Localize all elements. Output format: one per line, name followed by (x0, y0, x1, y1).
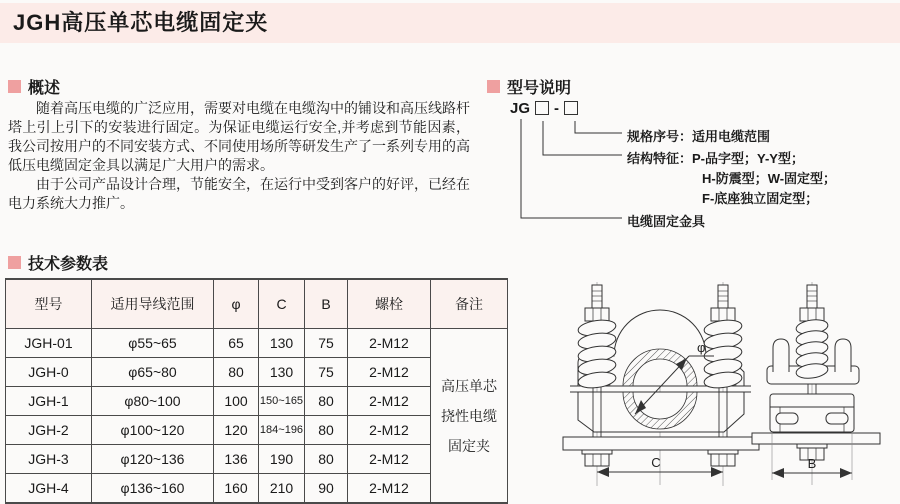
bolt-with-spring (795, 285, 829, 380)
overview-heading (8, 75, 60, 98)
model-spec-label: 规格序号：适用电缆范围 (627, 129, 771, 144)
square-bullet-icon (487, 80, 500, 93)
front-view-drawing (558, 280, 763, 502)
cell-model: JGH-3 (6, 445, 92, 474)
cell-bolt: 2-M12 (348, 387, 431, 416)
cell-range: φ65~80 (92, 358, 214, 387)
model-code-dash: - (554, 100, 560, 117)
cell-b: 75 (305, 329, 348, 358)
cell-c: 150~165 (259, 387, 305, 416)
header-range: 适用导线范围 (92, 279, 214, 329)
header-b: B (305, 279, 348, 329)
base-plate (752, 433, 880, 444)
cell-c: 130 (259, 358, 305, 387)
overview-paragraph-2: 由于公司产品设计合理，节能安全，在运行中受到客户的好评，已经在电力系统大力推广。 (8, 176, 470, 211)
title-banner (0, 3, 900, 43)
model-base-label: 电缆固定金具 (627, 214, 706, 229)
header-bolt: 螺栓 (348, 279, 431, 329)
remark-line: 高压单芯 (441, 377, 497, 394)
cell-range: φ120~136 (92, 445, 214, 474)
cell-c: 190 (259, 445, 305, 474)
cell-range: φ55~65 (92, 329, 214, 358)
header-remark: 备注 (431, 279, 508, 329)
cell-b: 75 (305, 358, 348, 387)
header-phi: φ (214, 279, 259, 329)
cell-b: 90 (305, 474, 348, 504)
cell-phi: 100 (214, 387, 259, 416)
cell-phi: 136 (214, 445, 259, 474)
cell-c: 130 (259, 329, 305, 358)
lower-bracket (770, 394, 854, 432)
cell-phi: 65 (214, 329, 259, 358)
cell-bolt: 2-M12 (348, 445, 431, 474)
model-code-prefix: JG (510, 100, 531, 117)
overview-paragraph-1: 随着高压电缆的广泛应用，需要对电缆在电缆沟中的铺设和高压线路杆塔上引上引下的安装进行固定。为保证电缆运行安全,并考虑到节能因素，我公司按用户的不同安装方式、不同使用场所等研发生产了一系列专用的高低压电缆固定金具以满足广大用户的需求。 (8, 100, 470, 173)
tech-heading-label: 技术参数表 (28, 256, 109, 273)
model-heading-label: 型号说明 (507, 80, 572, 97)
cell-bolt: 2-M12 (348, 416, 431, 445)
cell-model: JGH-1 (6, 387, 92, 416)
phi-label: φ (697, 340, 706, 355)
dim-b-label: B (807, 456, 817, 471)
cell-phi: 160 (214, 474, 259, 504)
cell-b: 80 (305, 387, 348, 416)
cell-phi: 80 (214, 358, 259, 387)
square-bullet-icon (8, 256, 21, 269)
base-plate (563, 437, 759, 450)
square-bullet-icon (8, 80, 21, 93)
side-view-drawing (750, 280, 895, 502)
table-header-row (6, 279, 508, 329)
cell-bolt: 2-M12 (348, 358, 431, 387)
model-feature-label-1: 结构特征：P-品字型；Y-Y型； (627, 151, 804, 166)
model-connector-lines (505, 95, 635, 225)
dim-c-label: C (651, 455, 661, 470)
table-row (6, 329, 508, 358)
cell-b: 80 (305, 445, 348, 474)
cell-model: JGH-0 (6, 358, 92, 387)
tech-heading (8, 251, 108, 274)
tech-parameters-table (5, 278, 508, 504)
cell-model: JGH-2 (6, 416, 92, 445)
remark-line: 固定夹 (448, 437, 490, 454)
header-model: 型号 (6, 279, 92, 329)
cell-b: 80 (305, 416, 348, 445)
cell-c: 210 (259, 474, 305, 504)
model-feature-label-3: F-底座独立固定型； (702, 191, 819, 206)
remark-line: 挠性电缆 (441, 407, 497, 424)
model-feature-label-2: H-防震型；W-固定型； (702, 171, 837, 186)
cell-range: φ80~100 (92, 387, 214, 416)
cell-remark (431, 329, 508, 504)
cell-range: φ136~160 (92, 474, 214, 504)
cell-c: 184~196 (259, 416, 305, 445)
page-title: JGH高压单芯电缆固定夹 (13, 10, 269, 35)
overview-text (8, 99, 470, 213)
cell-phi: 120 (214, 416, 259, 445)
cell-model: JGH-4 (6, 474, 92, 504)
cell-bolt: 2-M12 (348, 329, 431, 358)
cell-range: φ100~120 (92, 416, 214, 445)
header-c: C (259, 279, 305, 329)
overview-heading-label: 概述 (28, 80, 61, 97)
cell-model: JGH-01 (6, 329, 92, 358)
cell-bolt: 2-M12 (348, 474, 431, 504)
